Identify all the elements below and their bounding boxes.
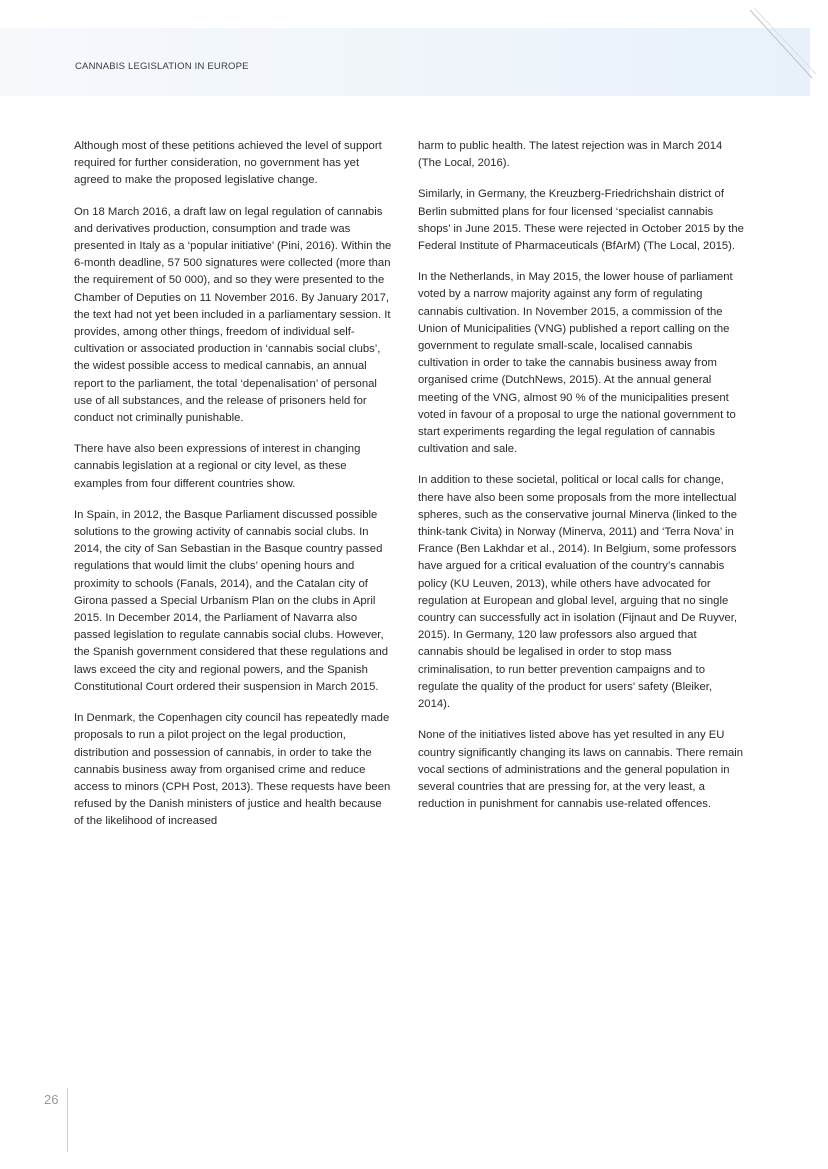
- paragraph: In addition to these societal, political or local calls for change, there have also been some proposals from the more intellectual spheres, such as the conservative journal Minerva (linked to the think-tank Civita) in Norway (Minerva, 2011) and ‘Terra Nova’ in France (Ben Lakhdar et al., 2014). In Belgium, some professors have argued for a critical evaluation of the country’s cannabis policy (KU Leuven, 2013), while others have advocated for regulation at European and global level, arguing that no single country can successfully act in isolation (Fijnaut and De Ruyver, 2015). In Germany, 120 law professors also argued that cannabis should be legalised in order to stop mass criminalisation, to run better prevention campaigns and to regulate the quality of the product for users’ safety (Bleiker, 2014).: [418, 474, 737, 711]
- paragraph: Similarly, in Germany, the Kreuzberg-Friedrichshain district of Berlin submitted plans for four licensed ‘specialist cannabis shops’ in June 2015. These were rejected in October 2015 by the Federal Institute of Pharmaceuticals (BfArM) (The Local, 2015).: [418, 188, 744, 253]
- paragraph: harm to public health. The latest rejection was in March 2014 (The Local, 2016).: [418, 140, 723, 170]
- right-text-column: [418, 138, 744, 827]
- paragraph: In Denmark, the Copenhagen city council has repeatedly made proposals to run a pilot project on the legal production, distribution and possession of cannabis, in order to take the cannabis business away from organised crime and reduce access to minors (CPH Post, 2013). These requests have been refused by the Danish ministers of justice and health because of the likelihood of increased: [74, 712, 391, 828]
- paragraph: Although most of these petitions achieved the level of support required for further consideration, no government has yet agreed to make the proposed legislative change.: [74, 140, 382, 187]
- left-text-column: [74, 138, 392, 845]
- page-number: 26: [44, 1092, 59, 1107]
- paragraph: In the Netherlands, in May 2015, the lower house of parliament voted by a narrow majority against any form of regulating cannabis cultivation. In November 2015, a commission of the Union of Municipalities (VNG) published a report calling on the government to regulate small-scale, localised cannabis cultivation in order to take the cannabis business away from organised crime (DutchNews, 2015). At the annual general meeting of the VNG, almost 90 % of the municipalities present voted in favour of a proposal to urge the national government to start experiments regarding the legal regulation of cannabis cultivation and sale.: [418, 271, 736, 456]
- page-number-divider: [67, 1088, 68, 1152]
- paragraph: In Spain, in 2012, the Basque Parliament discussed possible solutions to the growing activity of cannabis social clubs. In 2014, the city of San Sebastian in the Basque country passed regulations that would limit the clubs’ opening hours and proximity to schools (Fanals, 2014), and the Catalan city of Girona passed a Special Urbanism Plan on the clubs in April 2015. In December 2014, the Parliament of Navarra also passed legislation to regulate cannabis social clubs. However, the Spanish government considered that these regulations and laws exceed the city and regional powers, and the Spanish Constitutional Court ordered their suspension in March 2015.: [74, 508, 389, 693]
- paragraph: There have also been expressions of interest in changing cannabis legislation at a regional or city level, as these examples from four different countries show.: [74, 443, 361, 490]
- running-header-title: CANNABIS LEGISLATION IN EUROPE: [75, 61, 249, 72]
- paragraph: None of the initiatives listed above has yet resulted in any EU country significantly changing its laws on cannabis. There remain vocal sections of administrations and the general population in several countries that are pressing for, at the very least, a reduction in punishment for cannabis use-related offences.: [418, 729, 744, 811]
- corner-decoration-icon: [740, 0, 828, 90]
- paragraph: On 18 March 2016, a draft law on legal regulation of cannabis and derivatives production, consumption and trade was presented in Italy as a ‘popular initiative’ (Pini, 2016). Within the 6-month deadline, 57 500 signatures were collected (more than the requirement of 50 000), and so they were presented to the Chamber of Deputies on 11 November 2016. By January 2017, the text had not yet been included in a parliamentary session. It provides, among other things, freedom of individual self-cultivation or associated production in ‘cannabis social clubs’, the widest possible access to medical cannabis, an annual report to the parliament, the total ‘depenalisation’ of personal use of all substances, and the release of prisoners held for conduct not criminally punishable.: [74, 205, 392, 425]
